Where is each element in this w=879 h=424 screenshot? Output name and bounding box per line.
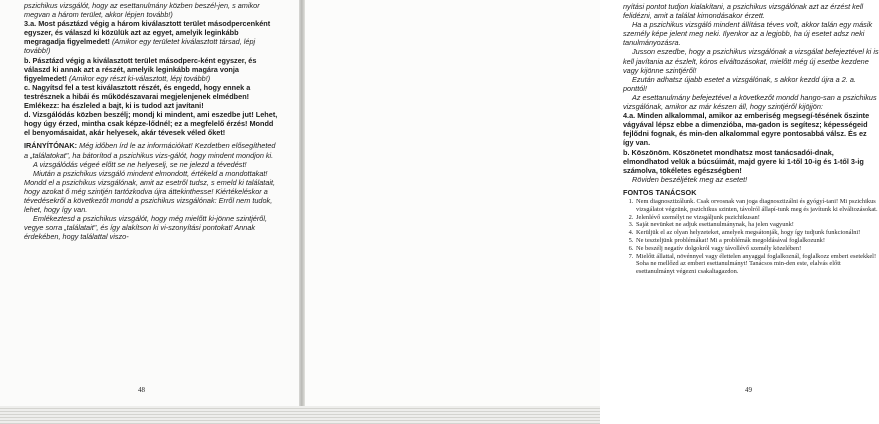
tips-title: FONTOS TANÁCSOK xyxy=(623,187,697,197)
item-3b xyxy=(24,56,280,83)
right-page-text xyxy=(623,2,879,276)
tip-item: 5. Ne teszteljünk problémákat! Mi a problémák megoldásával foglalkozunk! xyxy=(635,237,879,245)
tip-item: 6. Ne beszélj negatív dolgokról vagy távollévő személy közelében! xyxy=(635,245,879,253)
guidance-paragraph xyxy=(24,141,280,159)
right-paragraph-3: Jusson eszedbe, hogy a pszichikus vizsgálónak a vizsgálat befejeztével ki is kell javítania az észlelt, kóros elváltozásokat, mielőtt még új esetbe kezdene vagy kijönne szintjéről! xyxy=(623,47,879,75)
tip-item: 4. Kerüljük el az olyan helyzeteket, amelyek megsátonják, hogy így tudjunk funkcionálni! xyxy=(635,229,879,237)
book-gutter xyxy=(299,0,305,424)
tip-item: 3. Saját nevünket ne adjuk esettanulmánynak, ha jelen vagyunk! xyxy=(635,221,879,229)
right-paragraph-1: nyítási pontot tudjon kialakítani, a pszichikus vizsgálónak azt az érzést kell felidézni, amit a találat kimondásakor érzett. xyxy=(623,2,864,21)
item-3b-text: b. Pásztázd végig a kiválasztott terület másodperc-ként egyszer, és válaszd ki annak azt a részét, amelyik leginkább magára vonja figyelmedet! xyxy=(24,55,257,83)
left-paragraph-3: Emlékeztesd a pszichikus vizsgálót, hogy még mielőtt ki-jönne szintjéről, vegye sorra „találatait", és így alakítson ki vi-szonyítási pontokat! Annak érdekében, hogy találattal viszo- xyxy=(24,214,268,242)
tips-list xyxy=(623,198,879,276)
page-number-right: 49 xyxy=(745,386,752,394)
right-page xyxy=(301,0,879,424)
right-paragraph-4: Ezután adhatsz újabb esetet a vizsgálónak, s akkor kezdd újra a 2. a. ponttól! xyxy=(623,74,856,93)
item-4b: b. Köszönöm. Köszönetet mondhatsz most tanácsadói-dnak, elmondhatod velük a búcsúimát, majd gyere ki 1-től 10-ig és 1-től 3-ig számolva, tökéletes egészségben! xyxy=(623,147,864,175)
tip-item: 1. Nem diagnosztizálunk. Csak orvosnak van joga diagnosztizálni és gyógyí-tani! Mi pszichikus vizsgálatot végzünk, pszichikus szinten, távolról állapí-tunk meg és javítunk ki elváltozásokat. xyxy=(635,198,879,214)
left-page xyxy=(0,0,301,424)
left-page-text xyxy=(24,1,280,241)
guidance-label: IRÁNYÍTÓNAK: xyxy=(24,141,78,151)
right-paragraph-6: Röviden beszéljétek meg az esetet! xyxy=(632,174,748,184)
item-3c: c. Nagyítsd fel a test kiválasztott részét, és engedd, hogy ennek a testrésznek a hibái és működészavarai megjelenjenek elmédben! Emlékezz: ha észleled a bajt, ki is tudod azt javítani! xyxy=(24,82,251,111)
item-3b-note: (Amikor egy részt ki-választott, lépj tovább!) xyxy=(69,73,211,83)
item-3a xyxy=(24,19,280,55)
tip-item: 2. Jelenlévő személyt ne vizsgáljunk pszichikusan! xyxy=(635,214,879,222)
left-paragraph-2: Miután a pszichikus vizsgáló mindent elmondott, értékeld a mondottakat! Mondd el a pszichikus vizsgálónak, amit az esetről tudsz, s emeld ki találatait, hogy azokat ő még szintjén tartózkodva újra áttekinthesse! Kiértékeléskor a tévedésekről a következőt mondd a pszichikus vizsgálónak: Erről nem tudok, lehet, hogy így van. xyxy=(24,168,276,215)
item-3a-text: 3.a. Most pásztázd végig a három kiválasztott terület másodpercenként egyszer, és válaszd ki közülük azt az egyet, amelyik leginkább megragadja figyelmedet! xyxy=(24,19,271,47)
item-3a-note: (Amikor egy területet kiválasztott társad, lépj tovább!) xyxy=(24,37,256,56)
item-4a: 4.a. Minden alkalommal, amikor az emberiség megsegí-tésének őszinte vágyával lépsz ebbe a dimenzióba, ma-gadon is segítesz; képességeid fejlődni fognak, és min-den alkalommal egyre pontosabbá válsz. És ez így van. xyxy=(623,111,870,148)
left-paragraph-1: A vizsgálódás végeé előtt se ne helyeselj, se ne jelezd a tévedést! xyxy=(33,159,247,169)
right-paragraph-2: Ha a pszichikus vizsgáló mindent állítása téves volt, akkor talán egy másik személy képe jelent meg neki. Ilyenkor az a legjobb, ha új esetet adsz neki tanulmányozásra. xyxy=(623,20,873,48)
item-3d: d. Vizsgálódás közben beszélj; mondj ki mindent, ami eszedbe jut! Lehet, hogy úgy érzed, mintha csak képze-lődnél; ez a megfelelő érzés! Mondd el benyomásaidat, akár helyesek, akár tévesek véled őket! xyxy=(24,110,278,138)
intro-text: pszichikus vizsgálót, hogy az esettanulmány közben beszél-jen, s amikor megvan a három terület, akkor lépjen tovább!) xyxy=(24,1,260,20)
page-number-left: 48 xyxy=(138,386,145,394)
tip-item: 7. Mielőtt állattal, növénnyel vagy élettelen anyaggal foglalkoznál, foglalkozz emberi esetekkel! Soha ne mellőzd az emberi esettanulmányt! Tanácsos min-den este, elalvás előtt esettanulmányt végezni csakaltagazdon. xyxy=(635,253,879,276)
guidance-text: Még időben írd le az információkat! Kezdetben elősegítheted a „találatokat", ha bátorítod a pszichikus vizs-gálót, hogy mindent mondjon ki. xyxy=(24,141,276,160)
right-paragraph-5: Az esettanulmány befejeztével a következőt mondd hango-san a pszichikus vizsgálónak, amikor az már készen áll, hogy szintjéről kijöjjön: xyxy=(623,92,877,112)
page-bottom-edge xyxy=(0,406,600,424)
